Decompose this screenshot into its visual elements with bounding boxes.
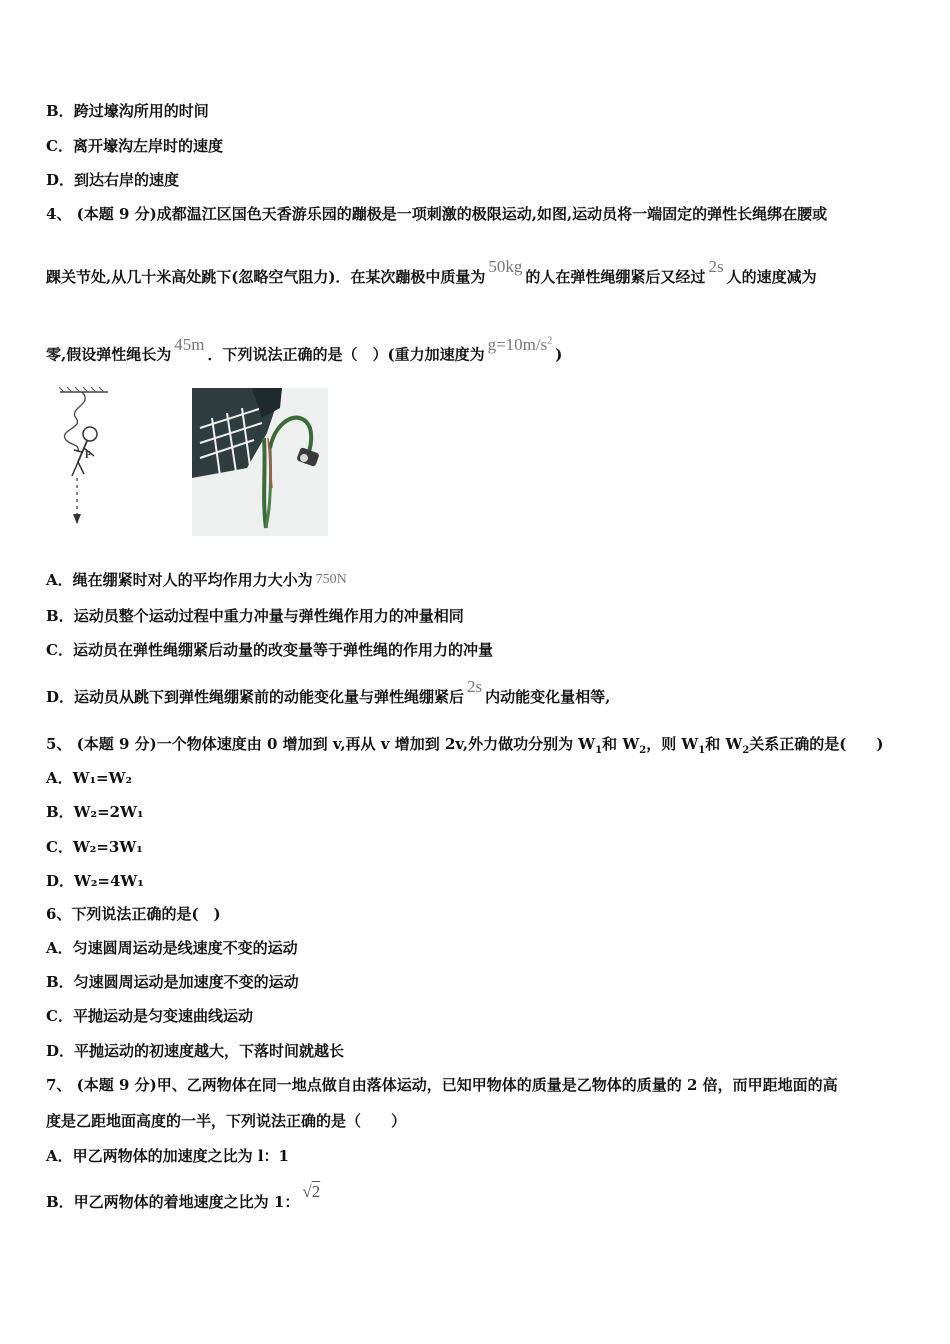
option-text: 跨过壕沟所用的时间 <box>73 102 209 120</box>
q4-stem-line-1: 4、 (本题 9 分)成都温江区国色天香游乐园的蹦极是一项刺激的极限运动,如图,运动员将一端固定的弹性长绳绑在腰或 <box>46 205 828 223</box>
option-text: 到达右岸的速度 <box>74 171 180 189</box>
stem-text: 零,假设弹性绳长为 <box>46 345 172 364</box>
point-p-label: P <box>85 450 92 461</box>
q7-option-b <box>46 1182 323 1213</box>
gravity-value: g=10m/s <box>487 334 548 354</box>
option-text: 离开壕沟左岸时的速度 <box>72 137 223 155</box>
q3-option-d <box>46 169 179 191</box>
q5-option-b: B．W₂=2W₁ <box>46 803 144 821</box>
q7-option-a: A．甲乙两物体的加速度之比为 l：1 <box>46 1147 289 1165</box>
time-formula: 2s <box>467 677 483 696</box>
stem-text: 和 W <box>602 735 640 753</box>
stem-text: ．下列说法正确的是（ ）(重力加速度为 <box>207 345 485 364</box>
q7-stem-line-1: 7、 (本题 9 分)甲、乙两物体在同一地点做自由落体运动，已知甲物体的质量是乙物体的质量的 2 倍，而甲距地面的高 <box>46 1076 838 1094</box>
q6-option-c: C．平抛运动是匀变速曲线运动 <box>46 1007 253 1025</box>
q6-option-d: D．平抛运动的初速度越大，下落时间就越长 <box>46 1042 345 1060</box>
q6-option-b: B．匀速圆周运动是加速度不变的运动 <box>46 973 299 991</box>
q5-option-a: A．W₁=W₂ <box>46 769 133 787</box>
option-label: C． <box>46 137 73 155</box>
stem-text: ，则 W <box>646 735 699 753</box>
subscript: 1 <box>698 745 706 756</box>
sqrt-value: 2 <box>311 1182 321 1201</box>
option-label: D． <box>46 171 75 189</box>
q5-option-d: D．W₂=4W₁ <box>46 872 144 890</box>
force-formula: 750N <box>315 572 347 587</box>
q4-option-d <box>46 677 611 708</box>
option-text: B．甲乙两物体的着地速度之比为 1： <box>46 1193 300 1211</box>
stick-figure-svg <box>54 386 114 536</box>
q4-stem-line-3 <box>46 334 563 366</box>
stick-figure-diagram <box>54 386 114 536</box>
subscript: 1 <box>595 745 603 756</box>
length-formula: 45m <box>174 334 205 354</box>
option-text: 运动员从跳下到弹性绳绷紧前的动能变化量与弹性绳绷紧后 <box>74 688 465 706</box>
option-text: 运动员在弹性绳绷紧后动量的改变量等于弹性绳的作用力的冲量 <box>72 641 493 659</box>
option-label: A． <box>46 571 73 589</box>
time-formula: 2s <box>708 257 724 276</box>
option-label: B． <box>46 607 74 625</box>
bungee-photo-svg <box>192 388 328 536</box>
q6-stem: 6、下列说法正确的是( ) <box>46 905 221 923</box>
q6-option-a: A．匀速圆周运动是线速度不变的运动 <box>46 939 298 957</box>
bungee-photo <box>192 388 328 536</box>
q3-option-c <box>46 135 223 157</box>
q4-option-a <box>46 569 350 593</box>
gravity-formula <box>488 335 553 354</box>
q4-option-b <box>46 605 464 627</box>
stem-text: 和 W <box>705 735 743 753</box>
option-text: 绳在绷紧时对人的平均作用力大小为 <box>72 571 313 589</box>
gravity-exponent: 2 <box>547 335 553 346</box>
q5-stem <box>46 733 883 762</box>
option-text: 运动员整个运动过程中重力冲量与弹性绳作用力的冲量相同 <box>73 607 464 625</box>
q3-option-b <box>46 100 209 122</box>
q5-option-c: C．W₂=3W₁ <box>46 838 143 856</box>
q7-stem-line-2: 度是乙距地面高度的一半，下列说法正确的是（ ） <box>46 1112 407 1130</box>
option-label: B． <box>46 102 74 120</box>
stem-text: 关系正确的是( ) <box>749 735 884 753</box>
sqrt-formula: √2 <box>302 1182 321 1201</box>
q4-stem-line-2 <box>46 257 817 288</box>
subscript: 2 <box>742 745 750 756</box>
stem-text: 人的速度减为 <box>726 268 817 286</box>
option-label: C． <box>46 641 73 659</box>
stem-text: ) <box>555 345 563 364</box>
mass-formula: 50kg <box>488 257 523 276</box>
stem-text: 的人在弹性绳绷紧后又经过 <box>525 268 706 286</box>
stem-text: 踝关节处,从几十米高处跳下(忽略空气阻力)．在某次蹦极中质量为 <box>46 268 486 286</box>
stem-text: 5、 (本题 9 分)一个物体速度由 0 增加到 v,再从 v 增加到 2v,外力做功分别为 W <box>46 735 596 753</box>
option-text: 内动能变化量相等, <box>485 688 611 706</box>
option-label: D． <box>46 688 75 706</box>
subscript: 2 <box>639 745 647 756</box>
q4-option-c <box>46 639 493 661</box>
